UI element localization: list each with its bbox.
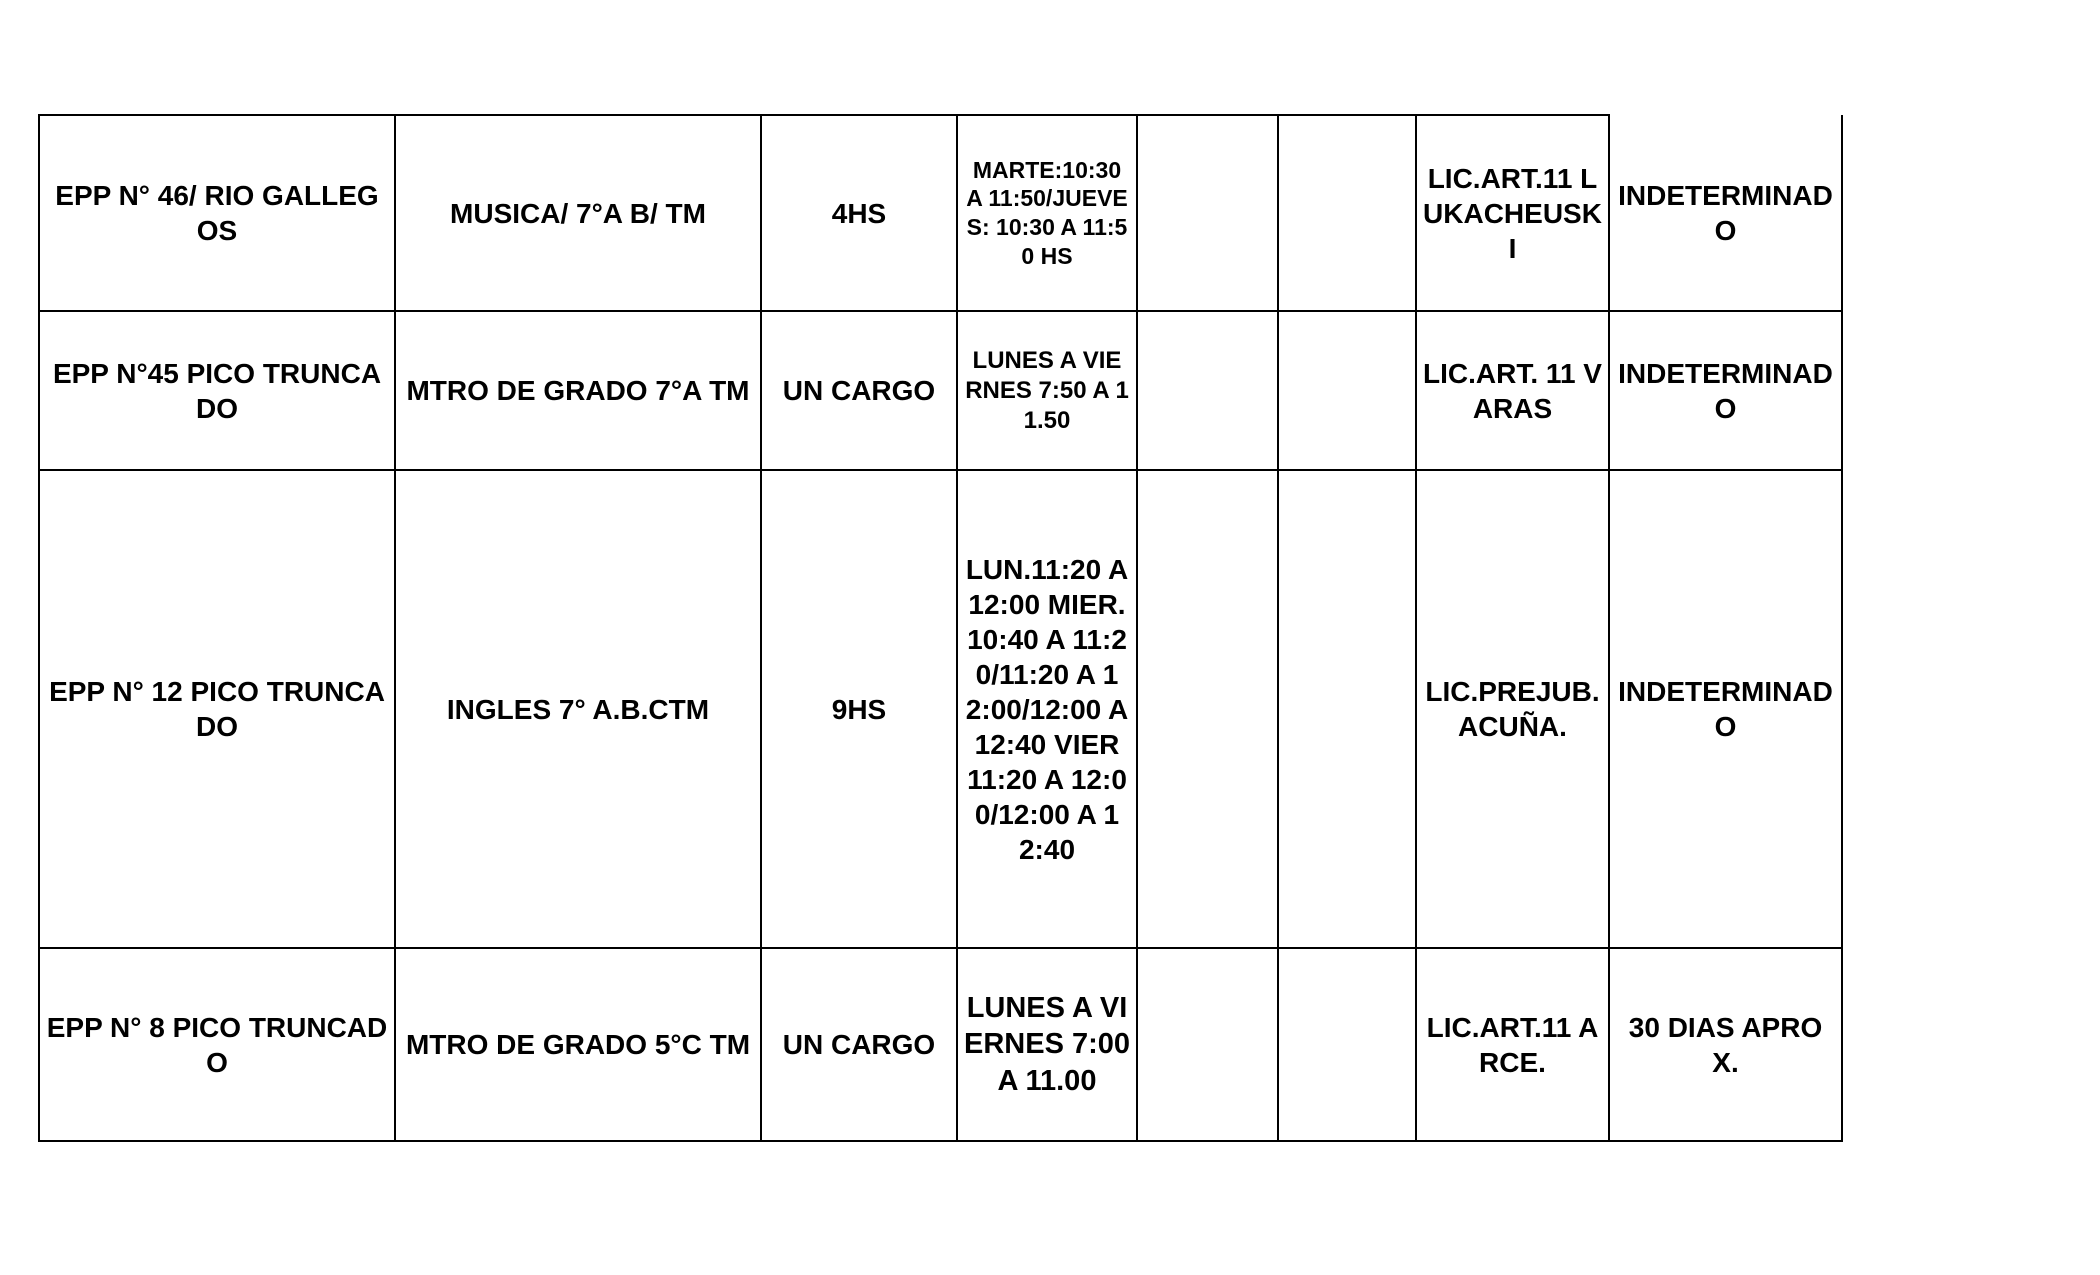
duration-cell: INDETERMINADO bbox=[1609, 470, 1842, 948]
empty-cell bbox=[1137, 311, 1278, 470]
empty-cell bbox=[1137, 115, 1278, 311]
table-row bbox=[39, 948, 1842, 1141]
schedule-cell: LUN.11:20 A12:00 MIER. 10:40 A 11:20/11:20 A 12:00/12:00 A 12:40 VIER 11:20 A 12:00/12:00 A 12:40 bbox=[957, 470, 1137, 948]
table-row bbox=[39, 311, 1842, 470]
schedule-cell: MARTE:10:30 A 11:50/JUEVES: 10:30 A 11:50 HS bbox=[957, 115, 1137, 311]
license-cell: LIC.ART.11 ARCE. bbox=[1416, 948, 1609, 1141]
empty-cell bbox=[1278, 311, 1416, 470]
license-cell: LIC.ART.11 LUKACHEUSKI bbox=[1416, 115, 1609, 311]
license-cell: LIC.PREJUB. ACUÑA. bbox=[1416, 470, 1609, 948]
duration-cell: INDETERMINADO bbox=[1609, 115, 1842, 311]
schedule-cell: LUNES A VIERNES 7:00 A 11.00 bbox=[957, 948, 1137, 1141]
empty-cell bbox=[1137, 948, 1278, 1141]
empty-cell bbox=[1278, 115, 1416, 311]
subject-cell: INGLES 7° A.B.CTM bbox=[395, 470, 761, 948]
empty-cell bbox=[1137, 470, 1278, 948]
hours-cell: UN CARGO bbox=[761, 948, 957, 1141]
subject-cell: MTRO DE GRADO 5°C TM bbox=[395, 948, 761, 1141]
hours-cell: 9HS bbox=[761, 470, 957, 948]
empty-cell bbox=[1278, 948, 1416, 1141]
table-row bbox=[39, 470, 1842, 948]
subject-cell: MUSICA/ 7°A B/ TM bbox=[395, 115, 761, 311]
license-cell: LIC.ART. 11 VARAS bbox=[1416, 311, 1609, 470]
school-cell: EPP N° 8 PICO TRUNCADO bbox=[39, 948, 395, 1141]
duration-cell: INDETERMINADO bbox=[1609, 311, 1842, 470]
vacancy-table bbox=[38, 114, 1843, 1142]
table-row bbox=[39, 115, 1842, 311]
school-cell: EPP N° 46/ RIO GALLEGOS bbox=[39, 115, 395, 311]
empty-cell bbox=[1278, 470, 1416, 948]
school-cell: EPP N°45 PICO TRUNCADO bbox=[39, 311, 395, 470]
schedule-cell: LUNES A VIERNES 7:50 A 11.50 bbox=[957, 311, 1137, 470]
school-cell: EPP N° 12 PICO TRUNCADO bbox=[39, 470, 395, 948]
subject-cell: MTRO DE GRADO 7°A TM bbox=[395, 311, 761, 470]
duration-cell: 30 DIAS APROX. bbox=[1609, 948, 1842, 1141]
hours-cell: 4HS bbox=[761, 115, 957, 311]
hours-cell: UN CARGO bbox=[761, 311, 957, 470]
